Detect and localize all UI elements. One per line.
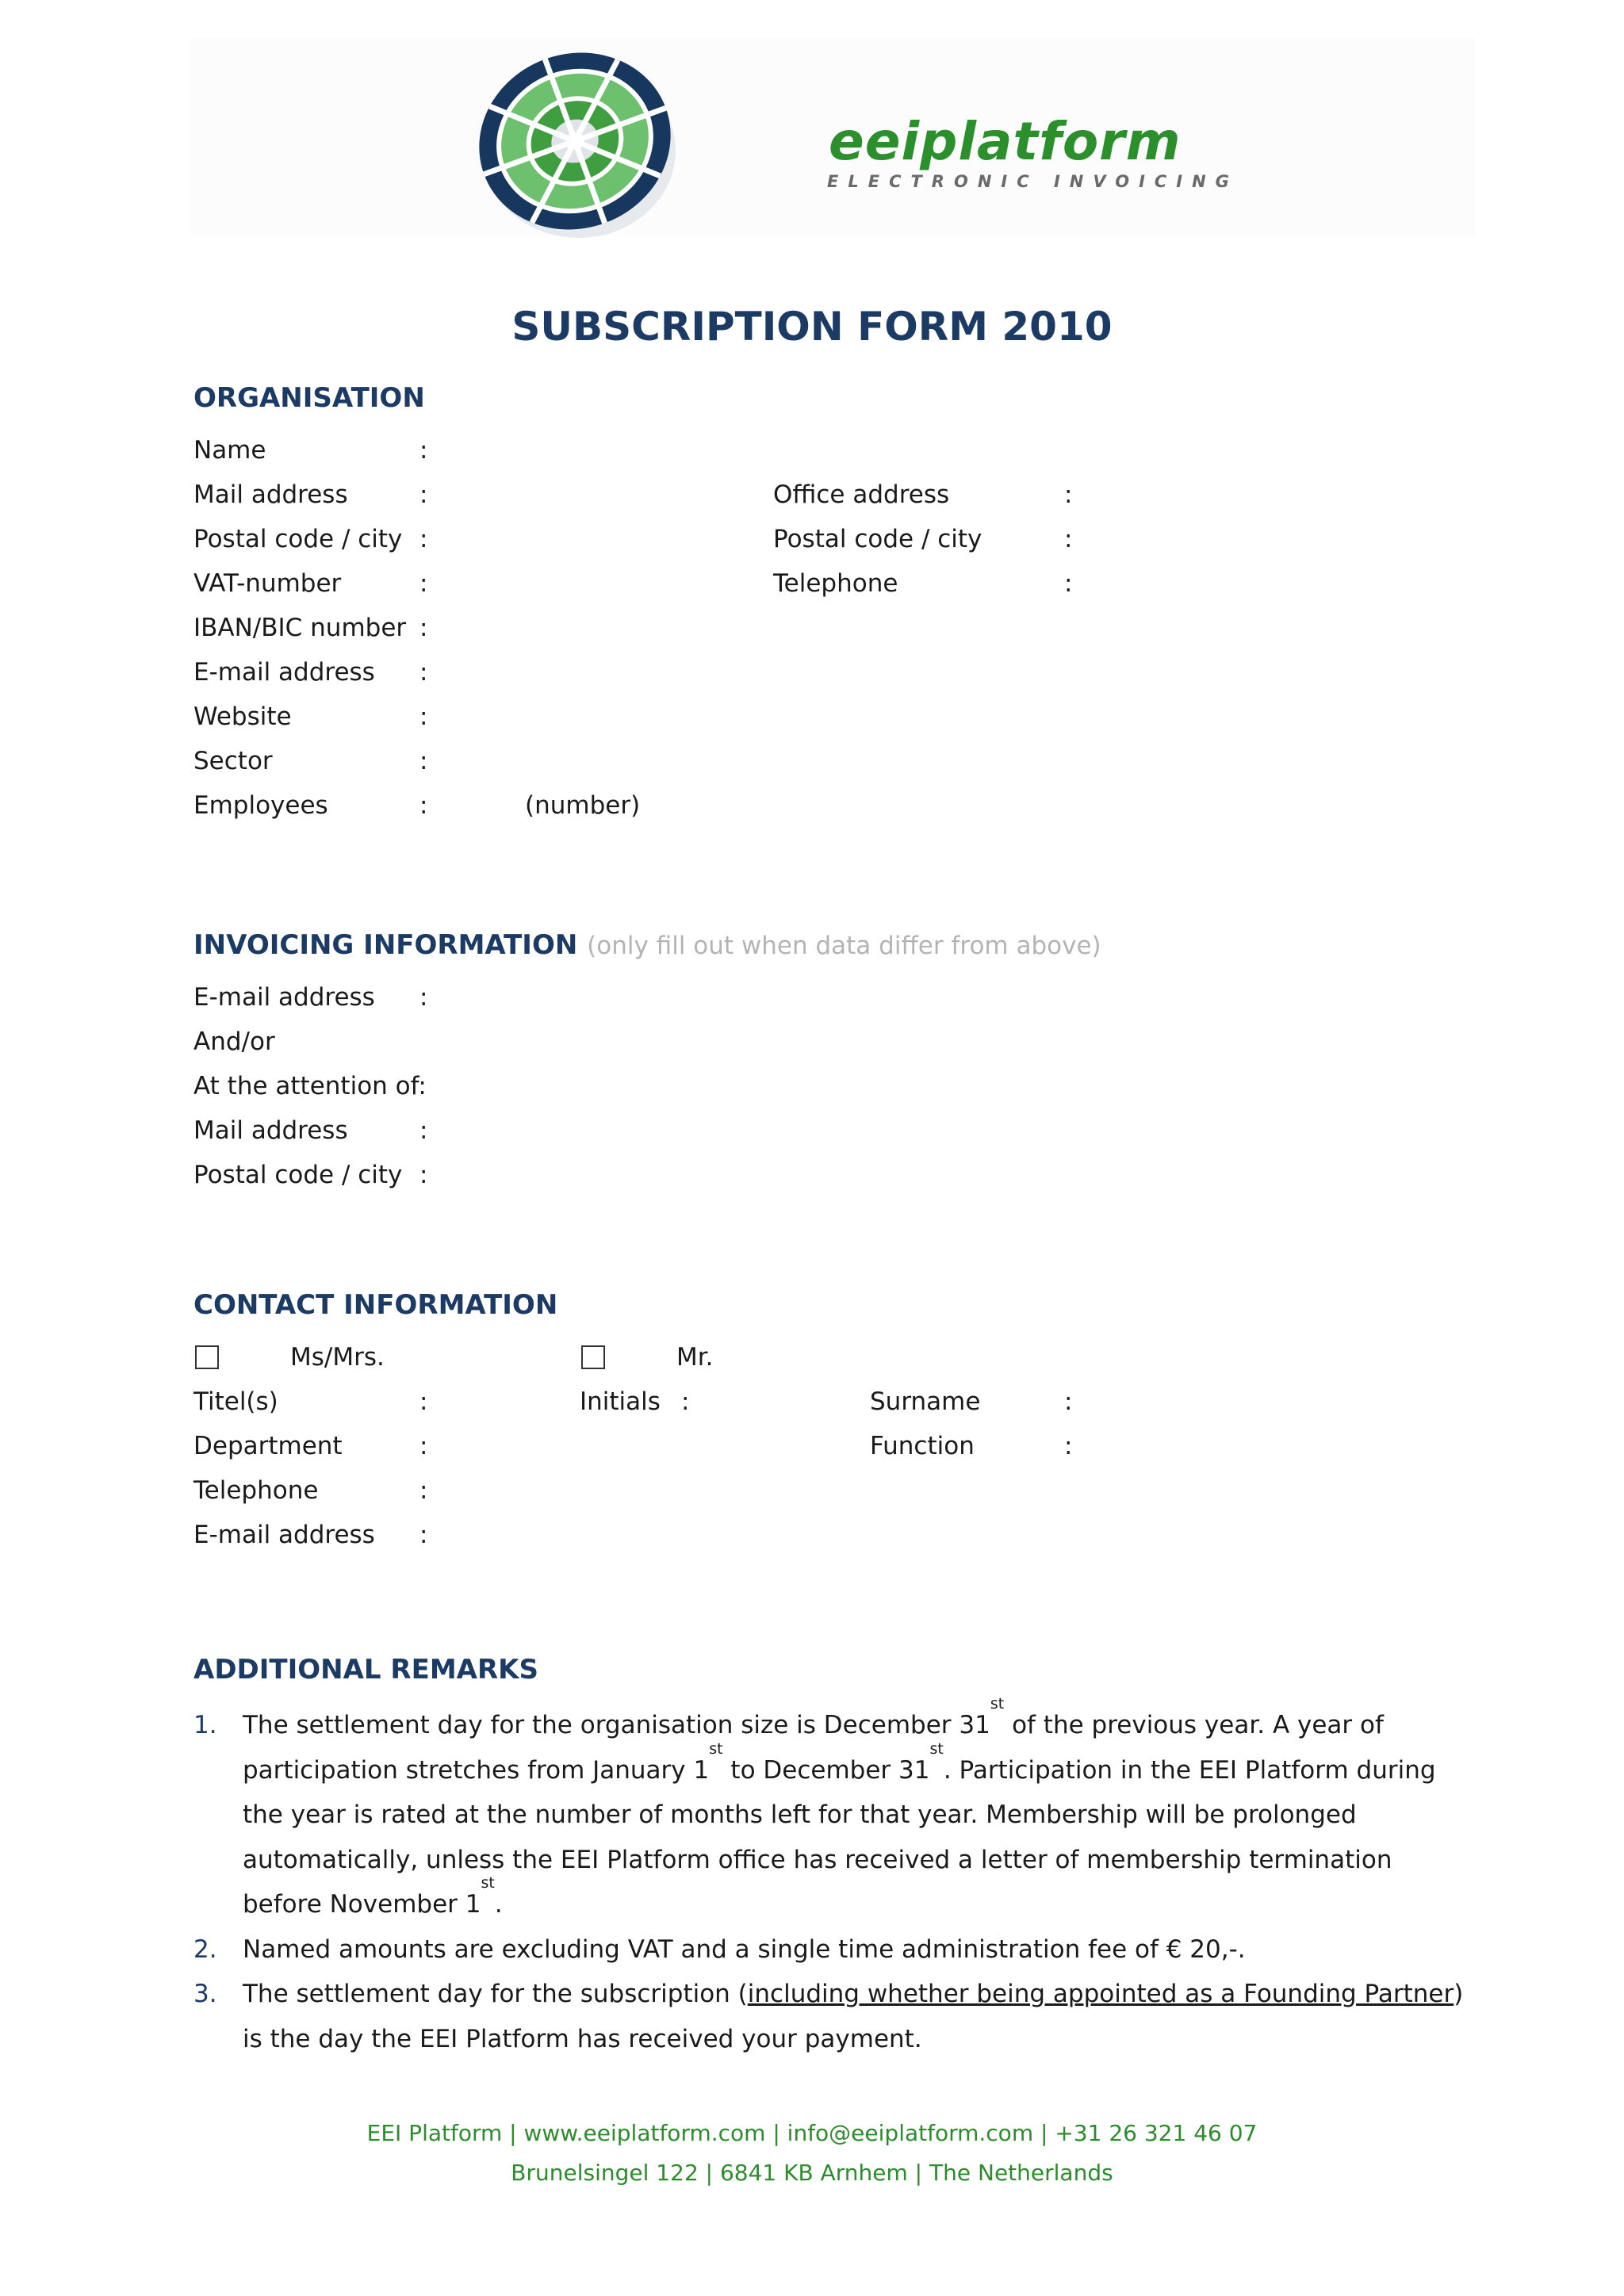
colon: : [419,1476,428,1505]
inv-and-or-label: And/or [193,1027,275,1056]
colon: : [419,525,428,553]
founding-partner-underlined-text: including whether being appointed as a Founding Partner [747,1980,1454,2008]
colon: : [419,1521,428,1549]
org-postal-code-label: Postal code / city [193,525,403,553]
colon: : [419,791,428,820]
colon: : [419,436,428,465]
org-employees-label: Employees [193,791,328,820]
colon: : [419,569,428,598]
org-website-label: Website [193,702,292,731]
remark-number: 2. [193,1934,217,1964]
superscript: st [709,1739,723,1758]
colon: : [419,614,428,642]
remark-item [193,1927,1478,1973]
inv-email-label: E-mail address [193,983,375,1012]
colon: : [419,983,428,1012]
remark-item [193,1695,1478,1927]
mr-label: Mr. [676,1343,714,1372]
colon: : [419,1161,428,1189]
remark-text: to December 31 [722,1755,930,1785]
contact-heading: CONTACT INFORMATION [193,1289,558,1321]
colon: : [419,1387,428,1416]
organisation-heading: ORGANISATION [193,382,425,414]
contact-function-label: Function [870,1432,975,1460]
inv-mail-address-label: Mail address [193,1116,348,1145]
remark-text: Named amounts are excluding VAT and a single time administration fee of € 20,-. [243,1934,1246,1964]
mr-checkbox[interactable] [581,1345,605,1369]
org-telephone-label: Telephone [773,569,898,598]
ms-mrs-checkbox[interactable] [195,1345,219,1369]
employees-number-note: (number) [525,791,641,820]
colon: : [419,1432,428,1460]
invoicing-heading [193,929,1101,961]
colon: : [1064,480,1073,509]
colon: : [1064,525,1073,553]
org-postal-code-2-label: Postal code / city [773,525,982,553]
page-title: SUBSCRIPTION FORM 2010 [511,304,1113,350]
colon: : [419,702,428,731]
brand-tagline: ELECTRONIC INVOICING [827,172,1239,191]
colon: : [419,480,428,509]
org-office-address-label: Office address [773,480,950,509]
remark-text: . Participation in the EEI Platform during the year is rated at the number of months left for that year. Membership will be prolonged automatically, unless the EEI Platform office has received a letter of membership termination before November 1 [243,1755,1436,1919]
superscript: st [929,1739,944,1758]
ms-mrs-label: Ms/Mrs. [290,1343,385,1372]
superscript: st [481,1874,495,1892]
contact-titles-label: Titel(s) [193,1387,278,1416]
contact-telephone-label: Telephone [193,1476,319,1505]
inv-postal-code-label: Postal code / city [193,1161,403,1189]
contact-email-label: E-mail address [193,1521,375,1549]
remark-text: of the previous year. A year of participation stretches from January 1 [243,1711,1384,1785]
colon: : [681,1387,690,1416]
colon: : [1064,1432,1073,1460]
remark-text: The settlement day for the organisation size is December 31 [243,1711,990,1739]
colon: : [1064,1387,1073,1416]
brand-wordmark: eeiplatform [829,111,1182,172]
colon: : [1064,569,1073,598]
org-mail-address-label: Mail address [193,480,348,509]
footer-address-line: Brunelsingel 122 | 6841 KB Arnhem | The Netherlands [511,2160,1113,2186]
remark-text: ) is the day the EEI Platform has received your payment. [243,1980,1464,2053]
remarks-list [193,1695,1478,2061]
org-iban-label: IBAN/BIC number [193,614,407,642]
contact-department-label: Department [193,1432,343,1460]
org-email-label: E-mail address [193,658,375,687]
contact-surname-label: Surname [870,1387,981,1416]
eei-logo-disc-icon [464,46,686,244]
footer-contact-line: EEI Platform | www.eeiplatform.com | info@eeiplatform.com | +31 26 321 46 07 [366,2120,1258,2146]
remark-number: 3. [193,1980,217,2008]
colon: : [419,1116,428,1145]
remark-text: The settlement day for the subscription ( [243,1980,748,2008]
inv-attention-label: At the attention of: [193,1072,427,1100]
contact-initials-label: Initials [580,1387,661,1416]
invoicing-heading-text: INVOICING INFORMATION [193,929,578,961]
org-vat-label: VAT-number [193,569,342,598]
colon: : [419,658,428,687]
org-sector-label: Sector [193,747,273,775]
superscript: st [990,1695,1005,1712]
remark-text: . [494,1890,503,1919]
colon: : [419,747,428,775]
invoicing-hint: (only fill out when data differ from above) [587,932,1101,960]
org-name-label: Name [193,436,266,465]
remarks-heading: ADDITIONAL REMARKS [193,1654,538,1686]
remark-number: 1. [193,1711,217,1739]
remark-item [193,1972,1478,2061]
